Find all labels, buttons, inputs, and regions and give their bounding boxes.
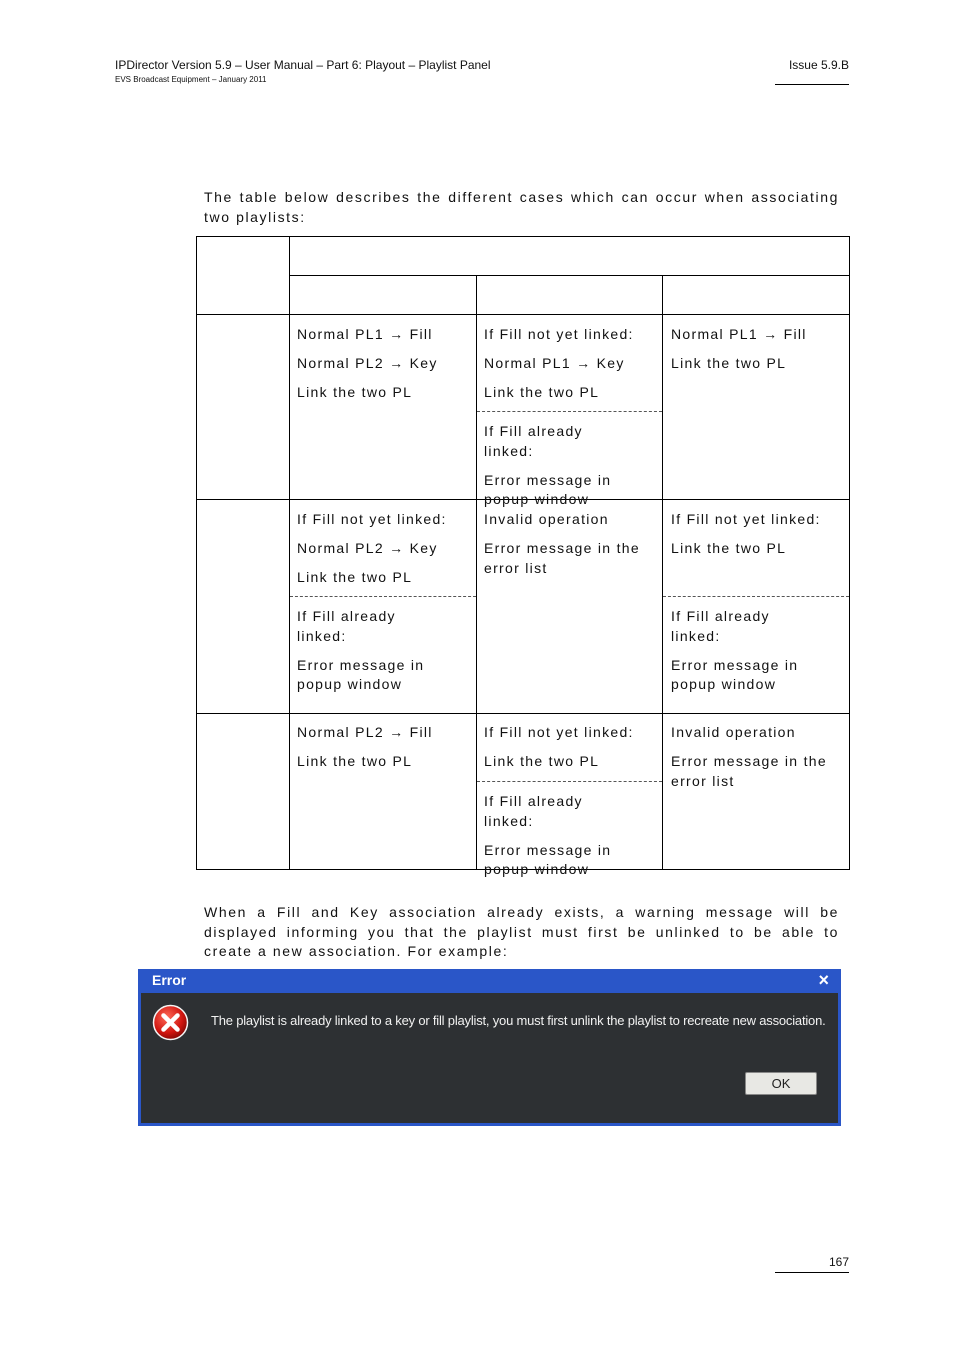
header-title: IPDirector Version 5.9 – User Manual – Part 6: Playout – Playlist Panel <box>115 58 491 72</box>
table-header-line <box>289 275 850 276</box>
header-issue: Issue 5.9.B <box>775 58 849 85</box>
cell-line: Link the two PL <box>484 753 600 769</box>
intro-paragraph: The table below describes the different cases which can occur when associating two playlists: <box>204 189 839 225</box>
dialog-message: The playlist is already linked to a key or fill playlist, you must first unlink the playlist to recreate new association. <box>211 1013 826 1028</box>
row3-col3-cell <box>671 723 846 801</box>
row2-col3-divider <box>663 596 849 597</box>
cell-line: Error message in the error list <box>484 540 640 576</box>
row1-col2-top-cell <box>484 325 659 412</box>
row2-col3-top-cell <box>671 510 846 568</box>
cell-line: Normal PL1 → Key <box>484 355 625 371</box>
row3-col2-top-cell <box>484 723 659 781</box>
cell-line: Error message in popup window <box>484 471 612 507</box>
page-number: 167 <box>775 1255 849 1273</box>
cell-line: Link the two PL <box>297 753 413 769</box>
row3-col2-divider <box>477 781 662 782</box>
ok-button[interactable]: OK <box>745 1072 817 1095</box>
close-icon[interactable]: × <box>818 970 829 990</box>
cell-line: Normal PL1 → Fill <box>671 326 807 342</box>
cell-line: Invalid operation <box>671 724 796 740</box>
cell-line: If Fill already linked: <box>671 608 770 644</box>
cell-line: Link the two PL <box>297 384 413 400</box>
cell-line: If Fill already linked: <box>484 793 583 829</box>
page-header <box>115 58 491 84</box>
cell-line: Link the two PL <box>484 384 600 400</box>
cell-line: Error message in the error list <box>671 753 827 789</box>
table-col-line-3 <box>662 275 663 870</box>
cell-line: If Fill already linked: <box>484 423 583 459</box>
cell-line: If Fill not yet linked: <box>297 511 447 527</box>
row2-col3-bottom-cell <box>671 607 821 704</box>
row2-col1-top-cell <box>297 510 472 597</box>
cell-line: Error message in popup window <box>297 656 425 692</box>
table-border-left <box>196 236 197 870</box>
row1-col2-bottom-cell <box>484 422 634 519</box>
table-col-line-1 <box>289 236 290 870</box>
table-row-line-1 <box>196 314 850 315</box>
table-row-line-3 <box>196 713 850 714</box>
cell-line: Error message in popup window <box>671 656 799 692</box>
cell-line: Normal PL2 → Key <box>297 540 438 556</box>
cell-line: Error message in popup window <box>484 841 612 877</box>
dialog-titlebar <box>138 969 841 993</box>
association-table <box>196 236 850 877</box>
cell-line: Link the two PL <box>671 355 787 371</box>
row2-col1-bottom-cell <box>297 607 447 704</box>
table-border-right <box>849 236 850 870</box>
row1-col3-cell <box>671 325 846 383</box>
cell-line: Normal PL2 → Fill <box>297 724 433 740</box>
cell-line: If Fill not yet linked: <box>484 724 634 740</box>
cell-line: If Fill already linked: <box>297 608 396 644</box>
error-dialog <box>138 969 841 1126</box>
cell-line: Normal PL1 → Fill <box>297 326 433 342</box>
cell-line: Link the two PL <box>671 540 787 556</box>
row3-col1-cell <box>297 723 472 781</box>
cell-line: If Fill not yet linked: <box>671 511 821 527</box>
error-x-icon <box>152 1004 189 1041</box>
cell-line: Link the two PL <box>297 569 413 585</box>
dialog-body <box>141 993 838 1123</box>
table-border-top <box>196 236 850 237</box>
cell-line: If Fill not yet linked: <box>484 326 634 342</box>
warning-paragraph: When a Fill and Key association already exists, a warning message will be displayed informing you that the playlist must first be unlinked to be able to create a new association. For example: <box>204 904 839 959</box>
cell-line: Normal PL2 → Key <box>297 355 438 371</box>
row3-col2-bottom-cell <box>484 792 634 889</box>
header-subtitle: EVS Broadcast Equipment – January 2011 <box>115 75 267 84</box>
dialog-title: Error <box>152 972 187 988</box>
cell-line: Invalid operation <box>484 511 609 527</box>
row1-col1-cell <box>297 325 472 412</box>
row2-col2-cell <box>484 510 659 588</box>
